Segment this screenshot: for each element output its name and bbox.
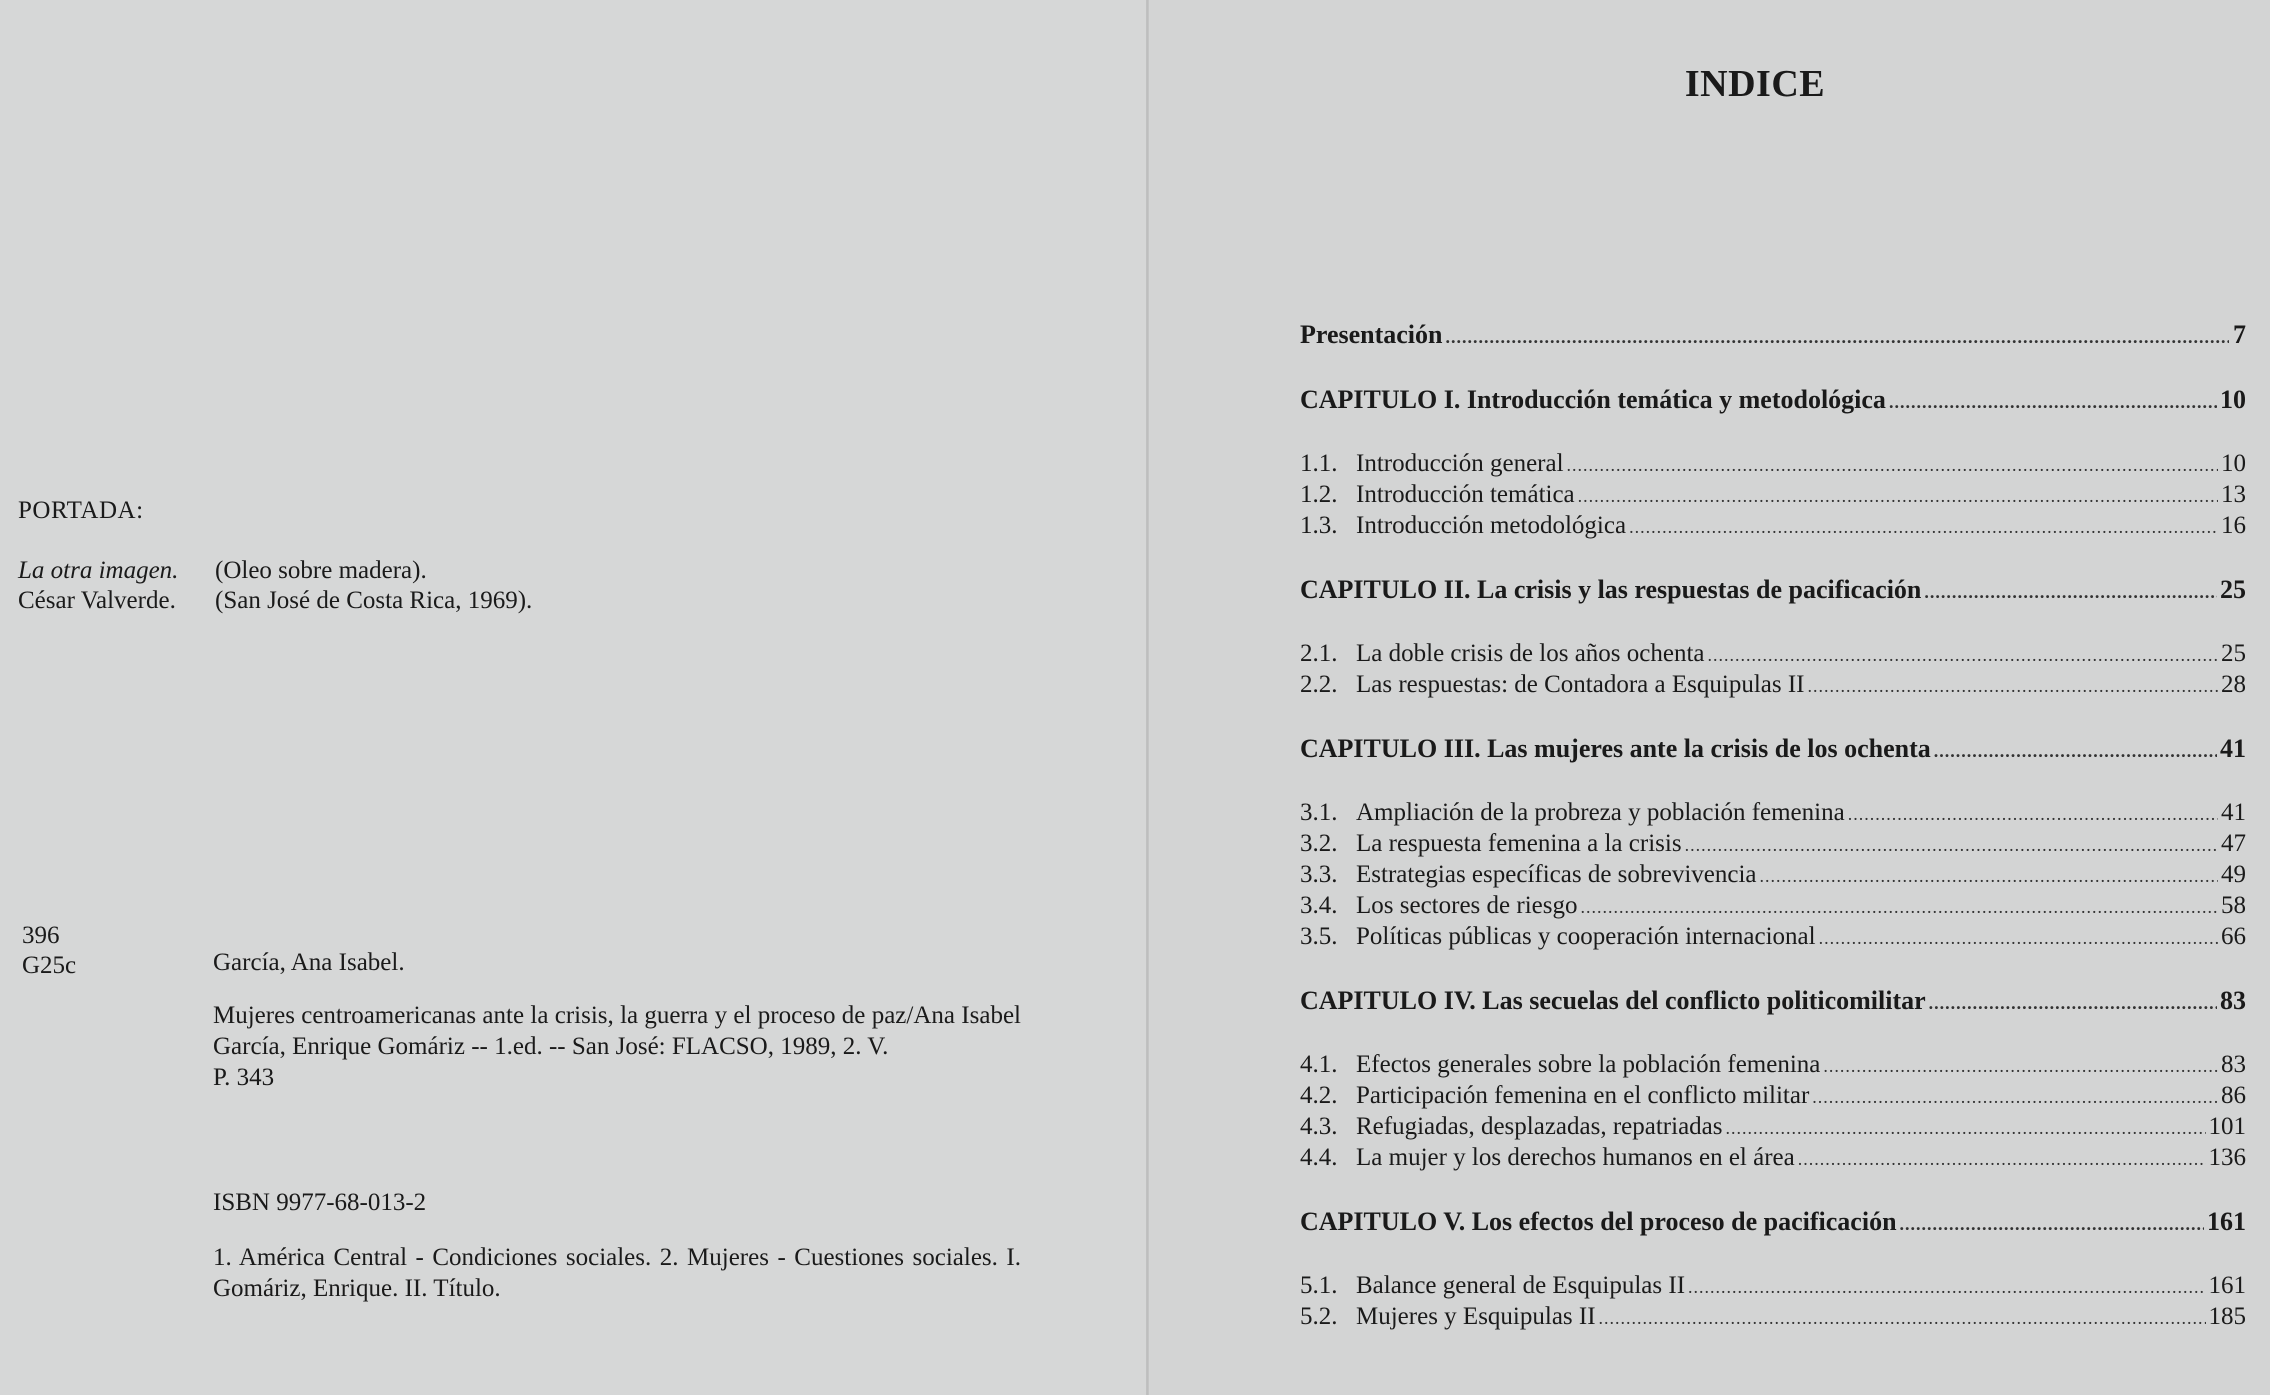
call-number-cutter: G25c xyxy=(22,952,77,979)
index-title: INDICE xyxy=(1684,63,1826,105)
toc-section-number: 5.1. xyxy=(1300,1272,1338,1299)
dot-leader xyxy=(1848,799,2218,829)
toc-page-number: 185 xyxy=(2208,1303,2246,1330)
toc-section-title: Introducción metodológica xyxy=(1356,512,1627,539)
dot-leader xyxy=(1924,577,2217,607)
toc-chapter-5 xyxy=(1300,1207,2246,1239)
toc-section-label xyxy=(1300,1050,1820,1080)
toc-section xyxy=(1300,511,2246,542)
toc-section-label xyxy=(1300,639,1705,669)
toc-section xyxy=(1300,829,2246,860)
toc-section-label xyxy=(1300,670,1805,700)
dot-leader xyxy=(1808,671,2219,701)
dot-leader xyxy=(1446,322,2230,352)
toc-page-number: 83 xyxy=(2221,1051,2246,1078)
toc-section-number: 4.3. xyxy=(1300,1113,1338,1140)
toc-section-label xyxy=(1300,891,1577,921)
toc-page-number: 41 xyxy=(2220,734,2246,763)
dot-leader xyxy=(1567,450,2218,480)
dot-leader xyxy=(1688,1272,2205,1302)
toc-page-number: 41 xyxy=(2221,799,2246,826)
toc-section xyxy=(1300,1302,2246,1333)
toc-section-title: Mujeres y Esquipulas II xyxy=(1356,1303,1596,1330)
toc-chapter-4 xyxy=(1300,986,2246,1018)
toc-section-title: Los sectores de riesgo xyxy=(1356,892,1578,919)
toc-section-title: Efectos generales sobre la población femenina xyxy=(1356,1051,1821,1078)
cover-artist-detail: (San José de Costa Rica, 1969). xyxy=(215,587,533,614)
toc-section xyxy=(1300,1081,2246,1112)
toc-section-number: 1.2. xyxy=(1300,481,1338,508)
dot-leader xyxy=(1900,1209,2204,1239)
dot-leader xyxy=(1819,923,2218,953)
toc-section-label xyxy=(1300,798,1845,828)
toc-section xyxy=(1300,891,2246,922)
toc-section-title: Introducción general xyxy=(1356,450,1564,477)
toc-section xyxy=(1300,639,2246,670)
toc-section-label xyxy=(1300,449,1564,479)
toc-section-number: 4.2. xyxy=(1300,1082,1338,1109)
toc-section-number: 5.2. xyxy=(1300,1303,1338,1330)
toc-page-number: 13 xyxy=(2221,481,2246,508)
toc-page-number: 25 xyxy=(2221,640,2246,667)
toc-section-label xyxy=(1300,829,1682,859)
toc-section-label xyxy=(1300,1271,1685,1301)
toc-page-number: 136 xyxy=(2208,1144,2246,1171)
toc-section-label xyxy=(1300,922,1816,952)
toc-section-number: 2.2. xyxy=(1300,671,1338,698)
toc-section-title: Las respuestas: de Contadora a Esquipulas II xyxy=(1356,671,1805,698)
cover-artwork-detail: (Oleo sobre madera). xyxy=(215,557,427,584)
toc-section xyxy=(1300,480,2246,511)
toc-page-number: 161 xyxy=(2207,1207,2246,1236)
toc-page-number: 16 xyxy=(2221,512,2246,539)
catalog-author: García, Ana Isabel. xyxy=(213,949,405,976)
toc-section xyxy=(1300,449,2246,480)
toc-section-number: 1.1. xyxy=(1300,450,1338,477)
toc-section-title: Refugiadas, desplazadas, repatriadas xyxy=(1356,1113,1723,1140)
dot-leader xyxy=(1578,481,2218,511)
toc-page-number: 49 xyxy=(2221,861,2246,888)
cover-artist-name: César Valverde. xyxy=(18,587,176,614)
toc-section xyxy=(1300,670,2246,701)
toc-page-number: 7 xyxy=(2233,320,2246,349)
toc-section-title: Introducción temática xyxy=(1356,481,1575,508)
toc-page-number: 25 xyxy=(2220,575,2246,604)
catalog-isbn: ISBN 9977-68-013-2 xyxy=(213,1189,427,1216)
toc-section-number: 3.5. xyxy=(1300,923,1338,950)
toc-section-number: 2.1. xyxy=(1300,640,1338,667)
dot-leader xyxy=(1929,988,2217,1018)
dot-leader xyxy=(1685,830,2218,860)
toc-section-label xyxy=(1300,480,1575,510)
toc-section-label xyxy=(1300,1143,1795,1173)
toc-section-label xyxy=(1300,1112,1723,1142)
toc-section-number: 3.1. xyxy=(1300,799,1338,826)
toc-section-number: 3.2. xyxy=(1300,830,1338,857)
toc-chapter-3 xyxy=(1300,734,2246,766)
toc-page-number: 47 xyxy=(2221,830,2246,857)
toc-section-title: Participación femenina en el conflicto militar xyxy=(1356,1082,1810,1109)
toc-section-label xyxy=(1300,1081,1809,1111)
catalog-pages: P. 343 xyxy=(213,1064,275,1091)
toc-entry-presentacion xyxy=(1300,320,2246,352)
toc-section-label xyxy=(1300,1302,1596,1332)
dot-leader xyxy=(1629,512,2218,542)
toc-label: Presentación xyxy=(1300,320,1443,349)
toc-section-title: La doble crisis de los años ochenta xyxy=(1356,640,1705,667)
portada-label: PORTADA: xyxy=(18,497,144,524)
toc-page-number: 66 xyxy=(2221,923,2246,950)
catalog-description-text: Mujeres centroamericanas ante la crisis, la guerra y el proceso de paz/Ana Isabel García, Enrique Gomáriz -- 1.ed. -- San José: FLACSO, 1989, 2. V. xyxy=(213,1002,1021,1060)
toc-section xyxy=(1300,922,2246,953)
toc-section xyxy=(1300,798,2246,829)
toc-chapter-label: CAPITULO III. Las mujeres ante la crisis de los ochenta xyxy=(1300,734,1931,763)
toc-chapter-label: CAPITULO II. La crisis y las respuestas de pacificación xyxy=(1300,575,1922,604)
toc-page-number: 86 xyxy=(2221,1082,2246,1109)
catalog-subjects: 1. América Central - Condiciones sociales. 2. Mujeres - Cuestiones sociales. I. Gomáriz, Enrique. II. Título. xyxy=(213,1244,1021,1302)
toc-section xyxy=(1300,1271,2246,1302)
toc-section-number: 3.4. xyxy=(1300,892,1338,919)
toc-section-number: 1.3. xyxy=(1300,512,1338,539)
toc-section-title: Ampliación de la probreza y población femenina xyxy=(1356,799,1845,826)
toc-page-number: 83 xyxy=(2220,986,2246,1015)
call-number-class: 396 xyxy=(22,922,60,949)
catalog-description xyxy=(213,1000,1021,1093)
toc-page-number: 58 xyxy=(2221,892,2246,919)
toc-page-number: 10 xyxy=(2220,385,2246,414)
dot-leader xyxy=(1708,640,2218,670)
toc-chapter-label: CAPITULO IV. Las secuelas del conflicto politicomilitar xyxy=(1300,986,1926,1015)
cover-artwork-title: La otra imagen. xyxy=(18,557,179,584)
toc-section xyxy=(1300,860,2246,891)
toc-page-number: 161 xyxy=(2208,1272,2246,1299)
toc-section-title: La mujer y los derechos humanos en el área xyxy=(1356,1144,1795,1171)
toc-section xyxy=(1300,1050,2246,1081)
dot-leader xyxy=(1599,1303,2206,1333)
toc-page-number: 28 xyxy=(2221,671,2246,698)
toc-section-title: Políticas públicas y cooperación internacional xyxy=(1356,923,1816,950)
toc-section xyxy=(1300,1143,2246,1174)
toc-section-number: 3.3. xyxy=(1300,861,1338,888)
toc-section-title: Estrategias específicas de sobrevivencia xyxy=(1356,861,1757,888)
toc-section-number: 4.4. xyxy=(1300,1144,1338,1171)
toc-chapter-1 xyxy=(1300,385,2246,417)
dot-leader xyxy=(1889,387,2217,417)
toc-section-title: Balance general de Esquipulas II xyxy=(1356,1272,1686,1299)
dot-leader xyxy=(1823,1051,2218,1081)
dot-leader xyxy=(1798,1144,2206,1174)
toc-page-number: 101 xyxy=(2208,1113,2246,1140)
toc-section-number: 4.1. xyxy=(1300,1051,1338,1078)
toc-page-number: 10 xyxy=(2221,450,2246,477)
toc-section-label xyxy=(1300,511,1626,541)
toc-section-label xyxy=(1300,860,1757,890)
table-of-contents xyxy=(1300,320,2246,1333)
toc-section-title: La respuesta femenina a la crisis xyxy=(1356,830,1682,857)
dot-leader xyxy=(1934,736,2217,766)
toc-section xyxy=(1300,1112,2246,1143)
toc-chapter-label: CAPITULO V. Los efectos del proceso de pacificación xyxy=(1300,1207,1897,1236)
cover-credit-row xyxy=(18,557,427,585)
dot-leader xyxy=(1812,1082,2218,1112)
toc-chapter-label: CAPITULO I. Introducción temática y metodológica xyxy=(1300,385,1886,414)
book-gutter xyxy=(1146,0,1149,1395)
dot-leader xyxy=(1580,892,2218,922)
cover-credit-row xyxy=(18,587,532,615)
toc-chapter-2 xyxy=(1300,575,2246,607)
dot-leader xyxy=(1760,861,2218,891)
dot-leader xyxy=(1726,1113,2206,1143)
